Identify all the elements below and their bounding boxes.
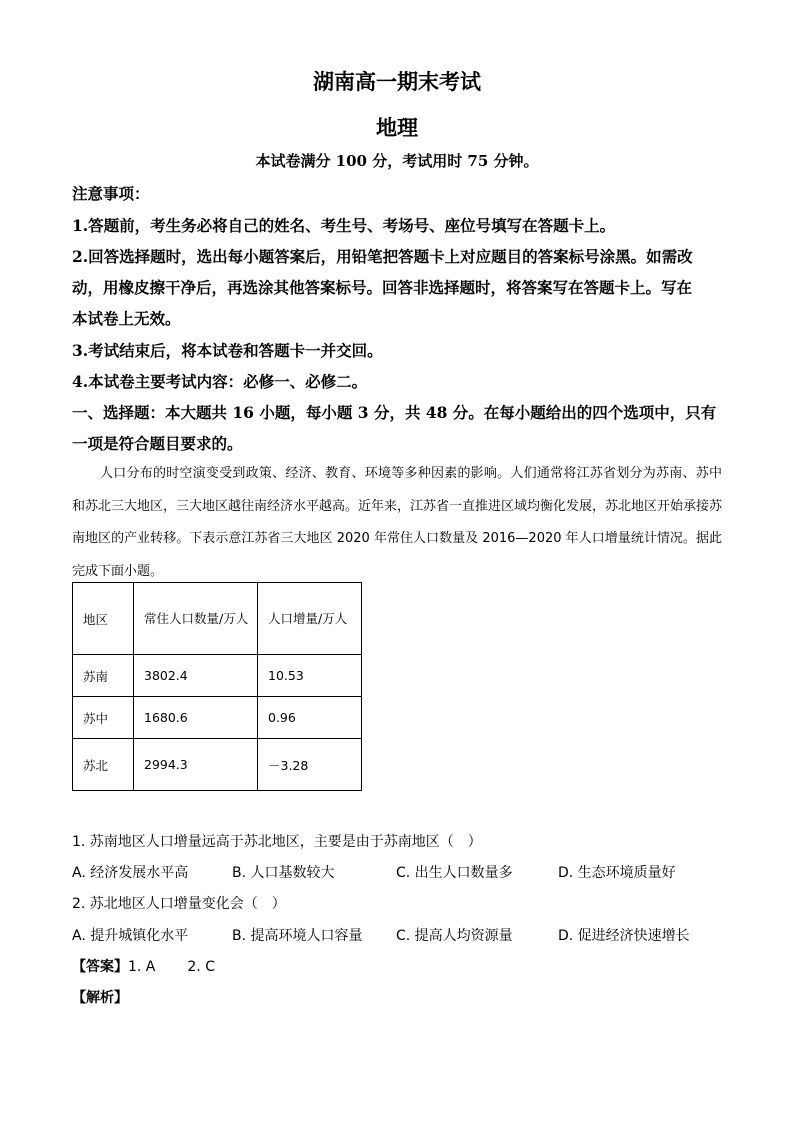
section-heading-cont: 一项是符合题目要求的。	[72, 434, 243, 453]
table-header-row	[73, 583, 362, 655]
table-header-cell: 地区	[73, 583, 134, 655]
table-cell-region: 苏南	[73, 655, 134, 697]
question-2-option-d[interactable]: D. 促进经济快速增长	[558, 928, 690, 944]
question-2-option-a[interactable]: A. 提升城镇化水平	[72, 928, 189, 944]
table-cell-increase: －3.28	[258, 739, 362, 791]
table-header-cell: 常住人口数量/万人	[134, 583, 258, 655]
notice-item: 动，用橡皮擦干净后，再选涂其他答案标号。回答非选择题时，将答案写在答题卡上。写在	[72, 278, 693, 297]
question-1-option-b[interactable]: B. 人口基数较大	[232, 865, 335, 881]
section-heading: 一、选择题：本大题共 16 小题，每小题 3 分，共 48 分。在每小题给出的四个选项中，只有	[72, 403, 717, 422]
question-1-option-c[interactable]: C. 出生人口数量多	[396, 865, 513, 881]
analysis-line	[72, 987, 128, 1007]
question-2-option-c[interactable]: C. 提高人均资源量	[396, 928, 513, 944]
table-cell-region: 苏中	[73, 697, 134, 739]
reading-passage: 人口分布的时空演变受到政策、经济、教育、环境等多种因素的影响。人们通常将江苏省划分为苏南、苏中和苏北三大地区，三大地区越往南经济水平越高。近年来，江苏省一直推进区域均衡化发展，苏北地区开始承接苏南地区的产业转移。下表示意江苏省三大地区 2020 年常住人口数量及 2016—2020 年人口增量统计情况。据此完成下面小题。	[72, 466, 723, 579]
question-1-option-a[interactable]: A. 经济发展水平高	[72, 865, 189, 881]
analysis-tag: 【解析】	[72, 990, 128, 1006]
table-cell-population: 1680.6	[134, 697, 258, 739]
table-header-cell: 人口增量/万人	[258, 583, 362, 655]
table-row	[73, 655, 362, 697]
subject-title: 地理	[376, 115, 418, 140]
table-cell-population: 3802.4	[134, 655, 258, 697]
exam-title: 湖南高一期末考试	[313, 69, 481, 94]
answer-value: 1. A	[128, 959, 156, 975]
notice-item: 3.考试结束后，将本试卷和答题卡一并交回。	[72, 341, 383, 360]
answer-tag: 【答案】	[72, 959, 128, 975]
question-2-stem: 2. 苏北地区人口增量变化会（ ）	[72, 896, 286, 912]
notice-item: 本试卷上无效。	[72, 309, 181, 328]
table-row	[73, 697, 362, 739]
table-cell-increase: 10.53	[258, 655, 362, 697]
question-2-option-b[interactable]: B. 提高环境人口容量	[232, 928, 363, 944]
notice-item: 2.回答选择题时，选出每小题答案后，用铅笔把答题卡上对应题目的答案标号涂黑。如需改	[72, 247, 693, 266]
table-cell-increase: 0.96	[258, 697, 362, 739]
question-1-stem: 1. 苏南地区人口增量远高于苏北地区，主要是由于苏南地区（ ）	[72, 834, 482, 850]
table-cell-population: 2994.3	[134, 739, 258, 791]
exam-info: 本试卷满分 100 分，考试用时 75 分钟。	[255, 152, 539, 170]
table-cell-region: 苏北	[73, 739, 134, 791]
notice-item: 4.本试卷主要考试内容：必修一、必修二。	[72, 372, 368, 391]
table-row	[73, 739, 362, 791]
answer-line	[72, 956, 215, 976]
population-table	[72, 582, 362, 791]
notice-heading: 注意事项：	[72, 184, 150, 203]
answer-value: 2. C	[187, 959, 215, 975]
notice-item: 1.答题前，考生务必将自己的姓名、考生号、考场号、座位号填写在答题卡上。	[72, 216, 616, 235]
question-1-option-d[interactable]: D. 生态环境质量好	[558, 865, 676, 881]
